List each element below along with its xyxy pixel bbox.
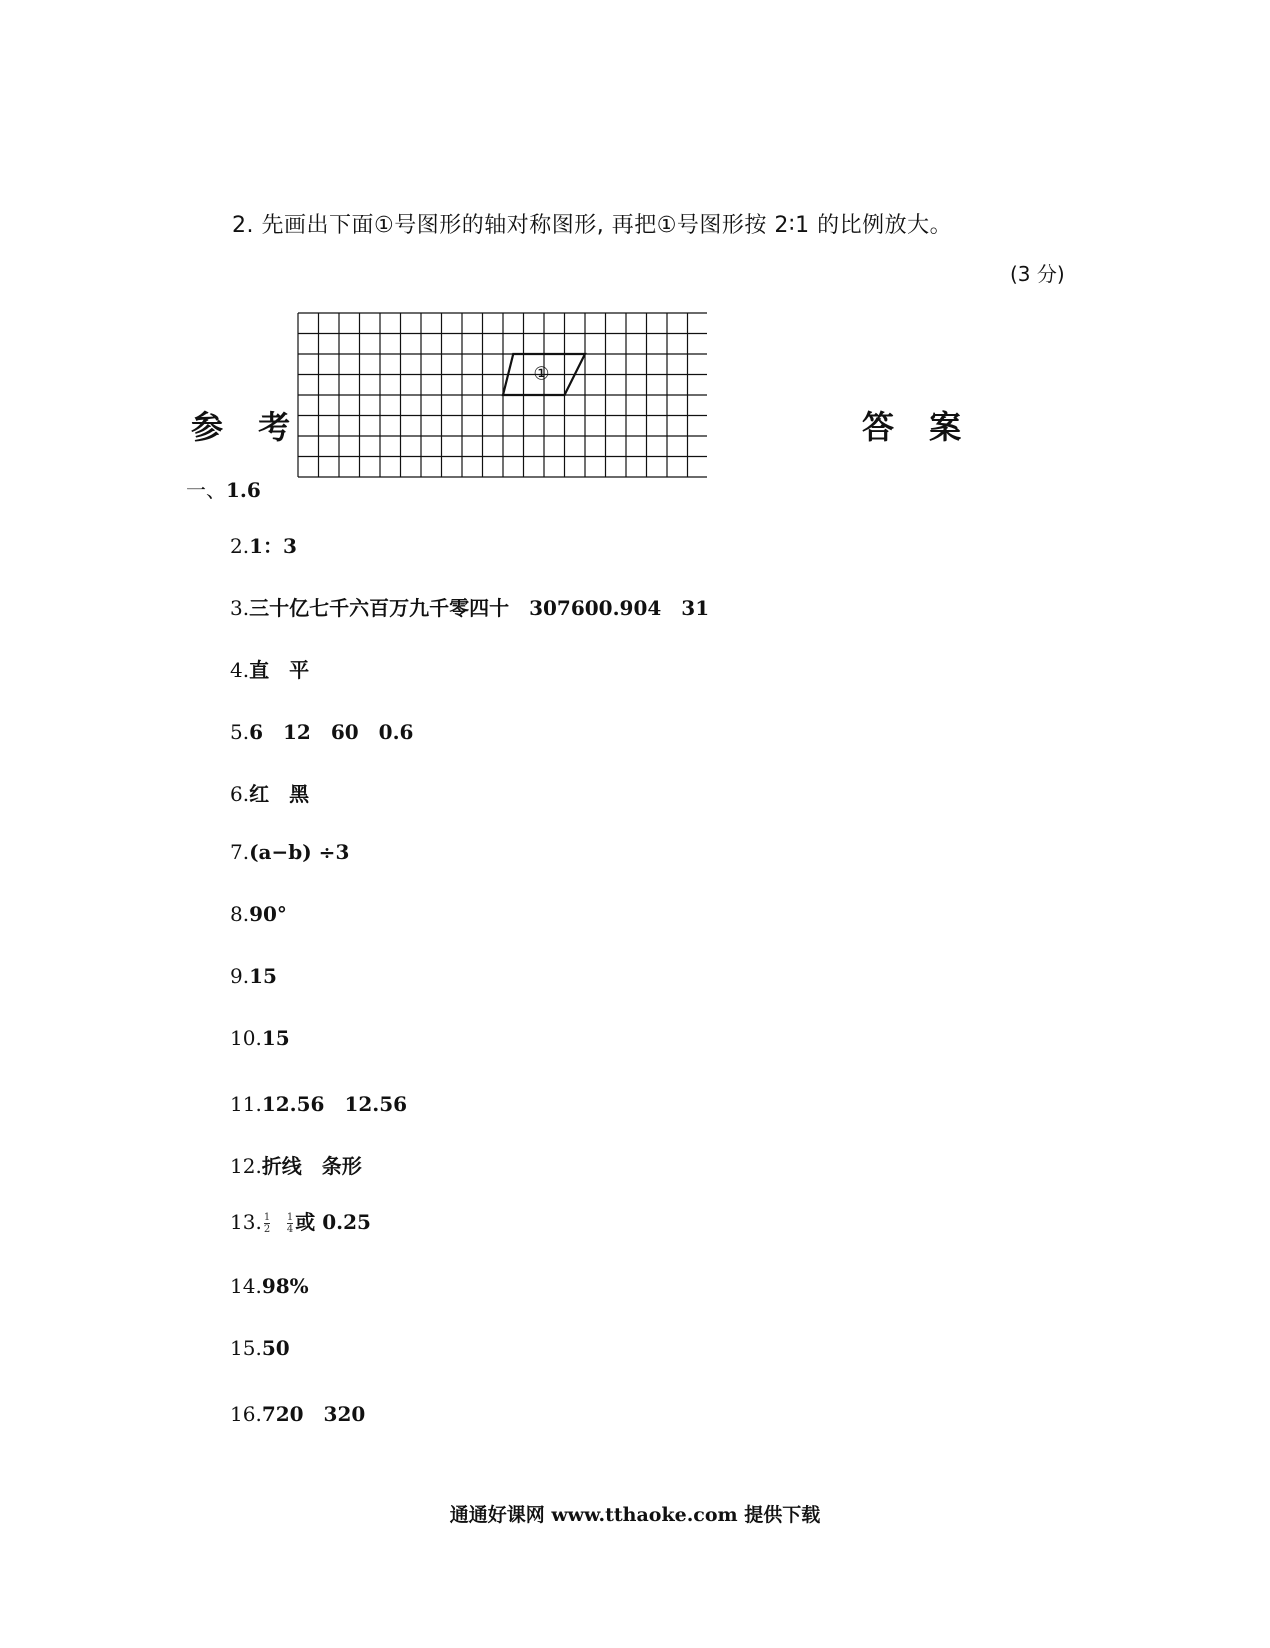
footer-credit: 通通好课网 www.tthaoke.com 提供下载 — [449, 1504, 821, 1526]
fraction-one-half: $\frac{1}{2}$ — [263, 1212, 271, 1235]
answer-item: 10.15 — [230, 1026, 290, 1050]
answer-item: 14.98% — [230, 1274, 309, 1298]
answer-title-right: 答 案 — [862, 408, 974, 446]
answer-item: 2.1：3 — [230, 534, 297, 558]
answer-item: 6.红 黑 — [230, 782, 310, 806]
answer-item: 5.6 12 60 0.6 — [230, 720, 414, 744]
answer-item: 11.12.56 12.56 — [230, 1092, 408, 1116]
answer-item: 15.50 — [230, 1336, 290, 1360]
answer-item: 16.720 320 — [230, 1402, 366, 1426]
answer-title-left: 参 考 — [191, 408, 303, 446]
section-one — [186, 474, 261, 503]
answer-item: 7.(a−b) ÷3 — [230, 840, 350, 864]
grid-figure — [297, 312, 707, 478]
answer-item: 9.15 — [230, 964, 277, 988]
shape-label: ① — [533, 363, 550, 385]
question-text: 2. 先画出下面①号图形的轴对称图形, 再把①号图形按 2∶1 的比例放大。 — [232, 213, 953, 238]
answer-item: 4.直 平 — [230, 658, 310, 682]
question-score: (3 分) — [1010, 262, 1065, 286]
first-answer: 1.6 — [226, 478, 261, 502]
answer-item: 3.三十亿七千六百万九千零四十 307600.904 31 — [230, 596, 710, 620]
fraction-one-quarter: $\frac{1}{4}$ — [286, 1212, 294, 1235]
answer-item: 12.折线 条形 — [230, 1154, 362, 1178]
answer-item: 13. $\frac{1}{2}$ $\frac{1}{4}$ 或 0.25 — [230, 1210, 371, 1235]
answer-item: 8.90° — [230, 902, 287, 926]
section-label: 一、 — [186, 478, 226, 502]
